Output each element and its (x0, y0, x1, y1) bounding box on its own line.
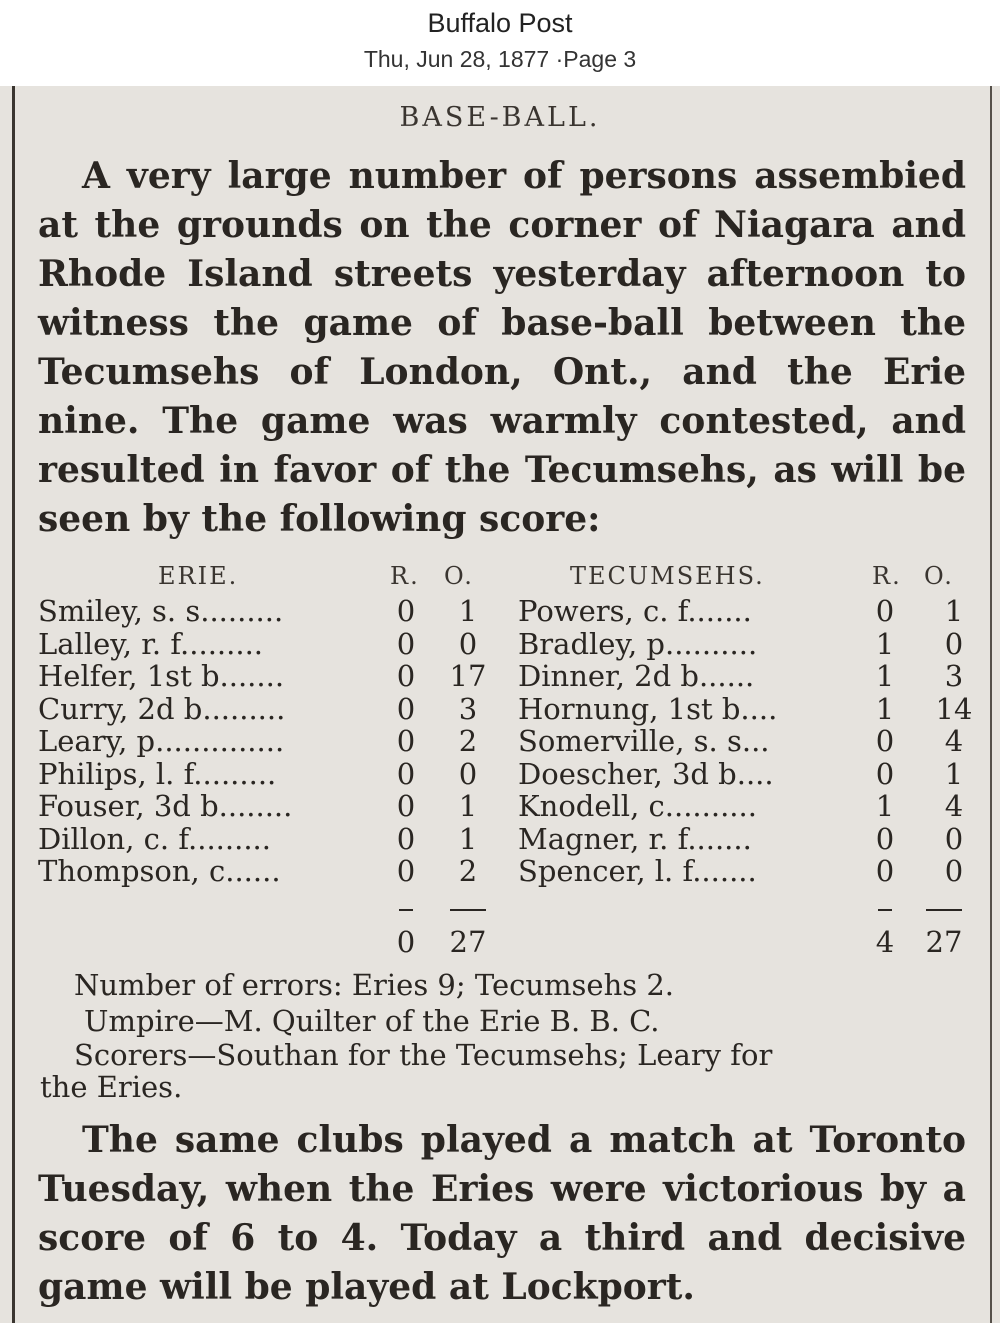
publication-date-page: Thu, Jun 28, 1877 ·Page 3 (363, 46, 637, 72)
tecumsehs-outs-total-rule (926, 909, 962, 911)
tecumsehs-player-runs: 0 (875, 822, 895, 856)
erie-player-name: Leary, p.............. (38, 724, 285, 758)
tecumsehs-player-runs: 0 (875, 757, 895, 791)
tecumsehs-player-runs: 1 (875, 627, 895, 661)
text-line: Tuesday, when the Eries were victorious by a (38, 1168, 966, 1210)
tecumsehs-player-runs: 0 (875, 724, 895, 758)
erie-player-outs: 3 (458, 692, 478, 726)
erie-player-runs: 0 (396, 627, 416, 661)
tecumsehs-runs-total-rule (878, 909, 892, 911)
erie-player-runs: 0 (396, 692, 416, 726)
erie-player-outs: 0 (458, 757, 478, 791)
text-line: witness the game of base-ball between the (38, 302, 966, 344)
text-line: nine. The game was warmly contested, and (38, 400, 966, 442)
erie-player-name: Helfer, 1st b....... (38, 659, 285, 693)
erie-player-runs: 0 (396, 789, 416, 823)
erie-player-outs: 1 (458, 594, 478, 628)
text-line: The same clubs played a match at Toronto (82, 1119, 966, 1161)
text-line: resulted in favor of the Tecumsehs, as will be (38, 449, 966, 491)
tecumsehs-player-runs: 0 (875, 594, 895, 628)
erie-player-runs: 0 (396, 594, 416, 628)
tecumsehs-player-outs: 14 (935, 692, 973, 726)
tecumsehs-runs-total: 4 (875, 925, 895, 959)
scorers-note: Scorers—Southan for the Tecumsehs; Leary for (74, 1038, 773, 1072)
tecumsehs-player-outs: 0 (944, 627, 964, 661)
tecumsehs-player-outs: 0 (944, 822, 964, 856)
tecumsehs-player-outs: 1 (944, 594, 964, 628)
text-line: Tecumsehs of London, Ont., and the Erie (38, 351, 966, 393)
erie-player-runs: 0 (396, 757, 416, 791)
text-line: score of 6 to 4. Today a third and decisive (38, 1217, 966, 1259)
erie-runs-header: R. (390, 562, 420, 590)
scorers-note-cont: the Eries. (40, 1070, 183, 1104)
erie-player-name: Smiley, s. s......... (38, 594, 284, 628)
tecumsehs-player-name: Magner, r. f....... (518, 822, 752, 856)
erie-player-name: Fouser, 3d b........ (38, 789, 293, 823)
tecumsehs-player-outs: 3 (944, 659, 964, 693)
tecumsehs-player-runs: 1 (875, 692, 895, 726)
text-line: game will be played at Lockport. (38, 1266, 695, 1308)
erie-player-outs: 17 (449, 659, 487, 693)
erie-team-header: ERIE. (158, 562, 239, 590)
erie-player-outs: 1 (458, 789, 478, 823)
tecumsehs-player-name: Dinner, 2d b...... (518, 659, 755, 693)
umpire-note: Umpire—M. Quilter of the Erie B. B. C. (84, 1004, 660, 1038)
tecumsehs-outs-header: O. (924, 562, 954, 590)
closing-paragraph (38, 1116, 966, 1312)
erie-player-runs: 0 (396, 724, 416, 758)
erie-player-outs: 2 (458, 724, 478, 758)
erie-player-outs: 0 (458, 627, 478, 661)
tecumsehs-player-name: Somerville, s. s... (518, 724, 770, 758)
tecumsehs-player-outs: 0 (944, 854, 964, 888)
erie-player-name: Lalley, r. f......... (38, 627, 264, 661)
erie-player-name: Philips, l. f......... (38, 757, 277, 791)
tecumsehs-player-name: Hornung, 1st b.... (518, 692, 778, 726)
tecumsehs-player-outs: 4 (944, 724, 964, 758)
tecumsehs-outs-total: 27 (925, 925, 963, 959)
text-line: at the grounds on the corner of Niagara and (38, 204, 966, 246)
tecumsehs-player-runs: 1 (875, 789, 895, 823)
erie-runs-total-rule (399, 909, 413, 911)
tecumsehs-player-outs: 4 (944, 789, 964, 823)
tecumsehs-player-runs: 1 (875, 659, 895, 693)
tecumsehs-player-name: Doescher, 3d b.... (518, 757, 774, 791)
tecumsehs-team-header: TECUMSEHS. (570, 562, 765, 590)
publication-name: Buffalo Post (427, 8, 573, 38)
erie-player-outs: 1 (458, 822, 478, 856)
erie-player-name: Dillon, c. f......... (38, 822, 271, 856)
clipping-header (0, 0, 1000, 86)
text-line: seen by the following score: (38, 498, 601, 540)
text-line: A very large number of persons assembied (82, 155, 966, 197)
erie-player-name: Curry, 2d b......... (38, 692, 286, 726)
erie-outs-total-rule (450, 909, 486, 911)
text-line: Rhode Island streets yesterday afternoon to (38, 253, 966, 295)
tecumsehs-player-name: Knodell, c.......... (518, 789, 757, 823)
erie-runs-total: 0 (396, 925, 416, 959)
tecumsehs-player-runs: 0 (875, 854, 895, 888)
newspaper-clipping (0, 86, 1000, 1323)
erie-player-outs: 2 (458, 854, 478, 888)
column-rule-right (990, 86, 992, 1323)
intro-paragraph (38, 152, 966, 544)
column-rule-left (12, 86, 15, 1323)
erie-outs-header: O. (444, 562, 474, 590)
article-title: BASE-BALL. (399, 102, 601, 133)
tecumsehs-runs-header: R. (872, 562, 902, 590)
erie-player-runs: 0 (396, 854, 416, 888)
erie-outs-total: 27 (449, 925, 487, 959)
erie-player-runs: 0 (396, 659, 416, 693)
erie-player-name: Thompson, c...... (38, 854, 281, 888)
tecumsehs-player-name: Powers, c. f....... (518, 594, 752, 628)
tecumsehs-player-name: Bradley, p.......... (518, 627, 758, 661)
errors-note: Number of errors: Eries 9; Tecumsehs 2. (74, 968, 675, 1002)
erie-player-runs: 0 (396, 822, 416, 856)
tecumsehs-player-name: Spencer, l. f....... (518, 854, 757, 888)
tecumsehs-player-outs: 1 (944, 757, 964, 791)
